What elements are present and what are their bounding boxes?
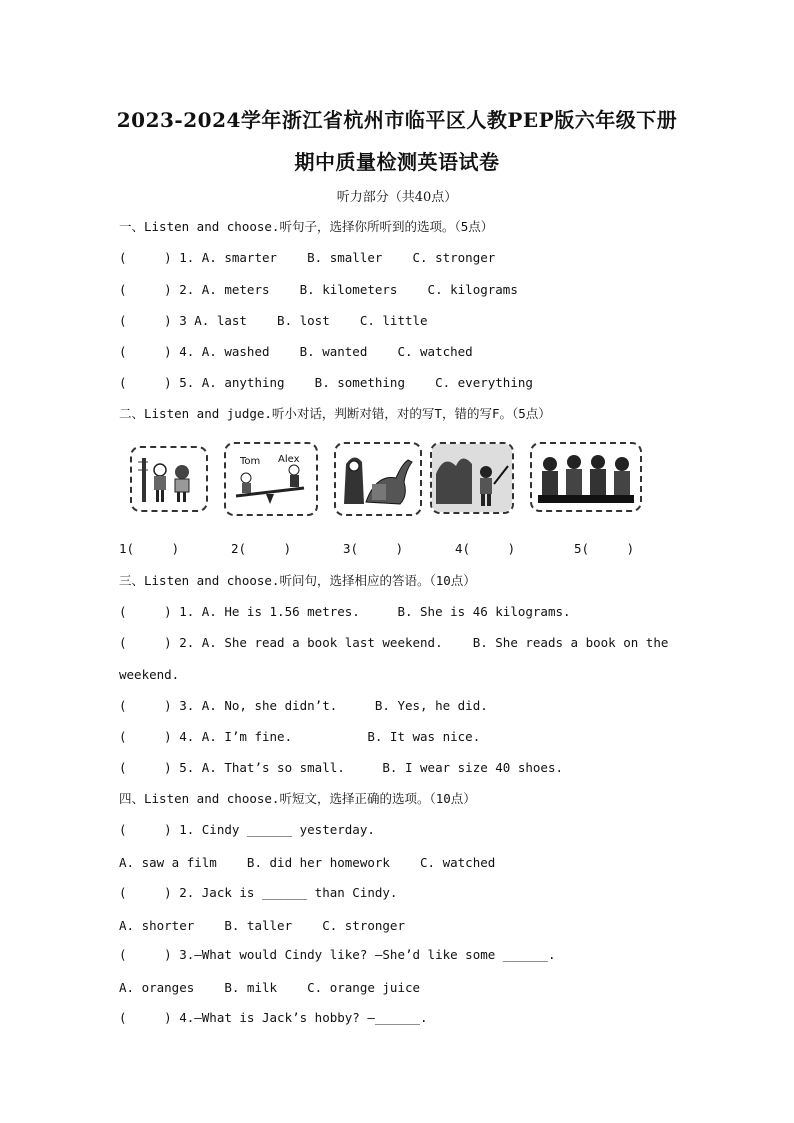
section1-heading: 一、Listen and choose.听句子，选择你所听到的选项。（5点） [119,219,494,234]
section3-item-2: ( ) 2. A. She read a book last weekend. B. She reads a book on the [119,635,669,650]
section1-item-5: ( ) 5. A. anything B. something C. everything [119,375,533,390]
section1-item-2: ( ) 2. A. meters B. kilometers C. kilograms [119,282,518,297]
judge-answer-2[interactable]: 2( ) [231,541,292,556]
section3-item-1: ( ) 1. A. He is 1.56 metres. B. She is 46 kilograms. [119,604,571,619]
judge-answer-5[interactable]: 5( ) [574,541,635,556]
section2-heading: 二、Listen and judge.听小对话，判断对错，对的写T，错的写F。（5点） [119,406,551,421]
picture-3-dinosaur [334,442,422,516]
section1-item-1: ( ) 1. A. smarter B. smaller C. stronger [119,250,496,265]
section4-item-1: ( ) 1. Cindy ______ yesterday. [119,822,375,837]
judge-answer-1[interactable]: 1( ) [119,541,180,556]
section1-item-4: ( ) 4. A. washed B. wanted C. watched [119,344,473,359]
section4-heading: 四、Listen and choose.听短文，选择正确的选项。（10点） [119,791,476,806]
section4-options-1: A. saw a film B. did her homework C. watched [119,855,496,870]
picture-label-alex: Alex [278,454,300,465]
picture-1-kids-height [130,446,208,512]
picture-5-group [530,442,642,512]
section3-item-3: ( ) 3. A. No, she didn’t. B. Yes, he did. [119,698,488,713]
exam-title-line1: 2023-2024学年浙江省杭州市临平区人教PEP版六年级下册 [116,108,678,132]
section3-item-2-cont: weekend. [119,667,180,682]
picture-label-tom: Tom [240,456,261,467]
section3-item-5: ( ) 5. A. That’s so small. B. I wear size 40 shoes. [119,760,564,775]
judge-answer-4[interactable]: 4( ) [455,541,516,556]
picture-2-seesaw [224,442,318,516]
listening-subtitle: 听力部分（共40点） [336,190,458,205]
section4-item-3: ( ) 3.—What would Cindy like? —She’d like some ______. [119,947,556,962]
picture-4-boy-scene [430,442,514,514]
section4-item-2: ( ) 2. Jack is ______ than Cindy. [119,885,398,900]
judge-answer-3[interactable]: 3( ) [343,541,404,556]
section4-options-3: A. oranges B. milk C. orange juice [119,980,421,995]
section4-item-4: ( ) 4.—What is Jack’s hobby? —______. [119,1010,428,1025]
section4-options-2: A. shorter B. taller C. stronger [119,918,405,933]
section3-item-4: ( ) 4. A. I’m fine. B. It was nice. [119,729,481,744]
section1-item-3: ( ) 3 A. last B. lost C. little [119,313,428,328]
section3-heading: 三、Listen and choose.听问句，选择相应的答语。（10点） [119,573,476,588]
exam-title-line2: 期中质量检测英语试卷 [294,150,500,174]
picture-row [128,440,648,516]
